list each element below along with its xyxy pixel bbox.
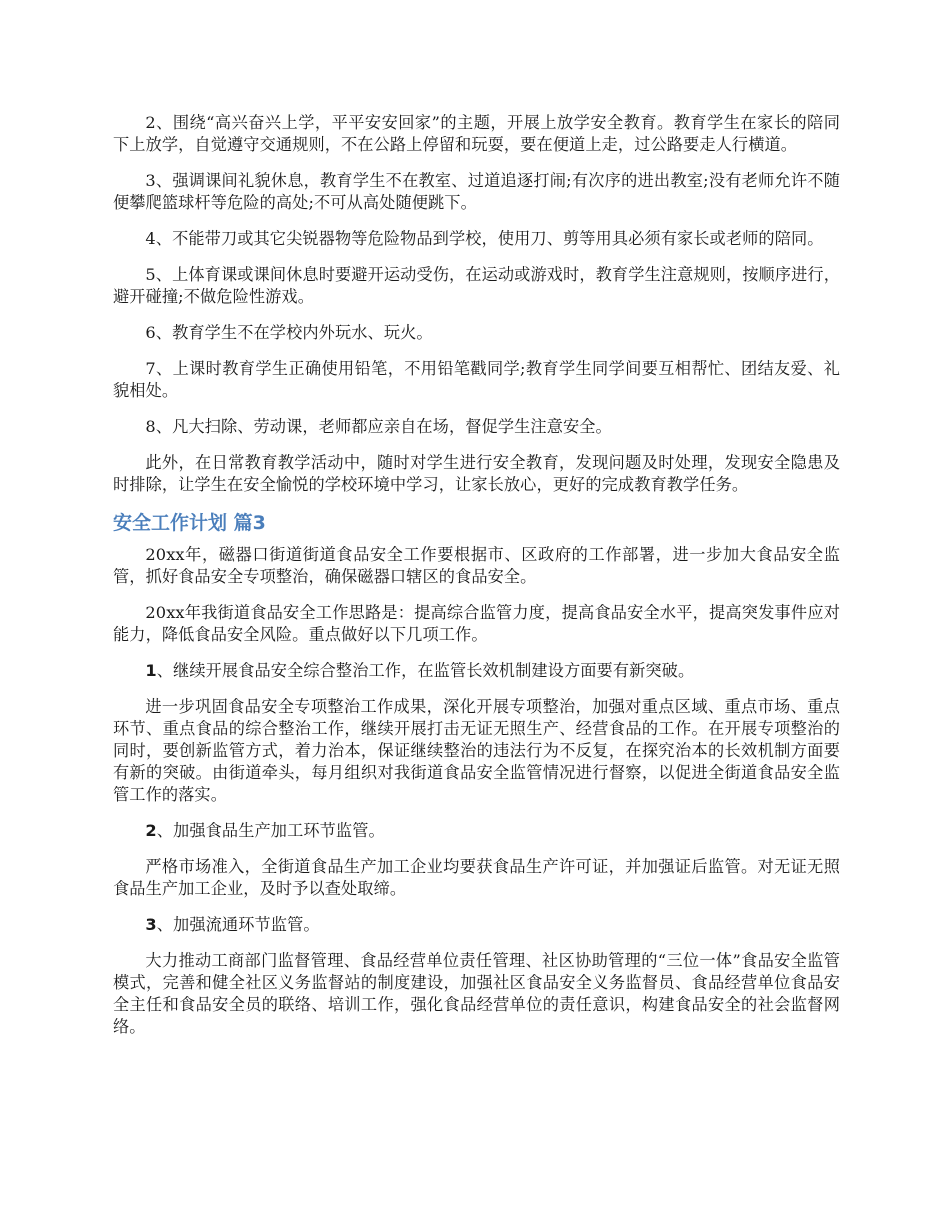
paragraph-approach: 20xx年我街道食品安全工作思路是：提高综合监管力度，提高食品安全水平，提高突发事件应对能力，降低食品安全风险。重点做好以下几项工作。 <box>113 603 840 644</box>
list-item-text: 、继续开展食品安全综合整治工作，在监管长效机制建设方面要有新突破。 <box>156 661 695 680</box>
paragraph-item-8: 8、凡大扫除、劳动课，老师都应亲自在场，督促学生注意安全。 <box>145 417 612 436</box>
list-item-number: 2 <box>145 821 157 840</box>
list-item-1 <box>113 660 840 682</box>
list-item-text: 、加强流通环节监管。 <box>156 915 320 934</box>
paragraph-item-4: 4、不能带刀或其它尖锐器物等危险物品到学校，使用刀、剪等用具必须有家长或老师的陪同。 <box>145 229 824 248</box>
paragraph-item-6: 6、教育学生不在学校内外玩水、玩火。 <box>145 323 433 342</box>
paragraph-item-5: 5、上体育课或课间休息时要避开运动受伤，在运动或游戏时，教育学生注意规则，按顺序进行，避开碰撞;不做危险性游戏。 <box>113 265 840 306</box>
list-item-number: 1 <box>145 661 157 680</box>
paragraph-item-7: 7、上课时教育学生正确使用铅笔，不用铅笔戳同学;教育学生同学间要互相帮忙、团结友爱、礼貌相处。 <box>113 359 840 400</box>
list-item-2 <box>113 820 840 842</box>
paragraph-item-1-detail: 进一步巩固食品安全专项整治工作成果，深化开展专项整治，加强对重点区域、重点市场、重点环节、重点食品的综合整治工作，继续开展打击无证无照生产、经营食品的工作。在开展专项整治的同时，要创新监管方式，着力治本，保证继续整治的违法行为不反复，在探究治本的长效机制方面要有新的突破。由街道牵头，每月组织对我街道食品安全监管情况进行督察，以促进全街道食品安全监管工作的落实。 <box>113 697 840 804</box>
document-page <box>113 112 840 1052</box>
paragraph-item-3: 3、强调课间礼貌休息，教育学生不在教室、过道追逐打闹;有次序的进出教室;没有老师允许不随便攀爬篮球杆等危险的高处;不可从高处随便跳下。 <box>113 171 840 212</box>
list-item-3 <box>113 914 840 936</box>
paragraph-item-3-detail: 大力推动工商部门监督管理、食品经营单位责任管理、社区协助管理的“三位一体”食品安全监管模式，完善和健全社区义务监督站的制度建设，加强社区食品安全义务监督员、食品经营单位食品安全主任和食品安全员的联络、培训工作，强化食品经营单位的责任意识，构建食品安全的社会监督网络。 <box>113 951 840 1036</box>
paragraph-item-2-detail: 严格市场准入，全街道食品生产加工企业均要获食品生产许可证，并加强证后监管。对无证无照食品生产加工企业，及时予以查处取缔。 <box>113 857 840 898</box>
paragraph-conclusion: 此外，在日常教育教学活动中，随时对学生进行安全教育，发现问题及时处理，发现安全隐患及时排除，让学生在安全愉悦的学校环境中学习，让家长放心，更好的完成教育教学任务。 <box>113 453 840 494</box>
list-item-text: 、加强食品生产加工环节监管。 <box>156 821 385 840</box>
list-item-number: 3 <box>145 915 157 934</box>
paragraph-intro: 20xx年，磁器口街道街道食品安全工作要根据市、区政府的工作部署，进一步加大食品安全监管，抓好食品安全专项整治，确保磁器口辖区的食品安全。 <box>113 545 840 586</box>
paragraph-item-2: 2、围绕“高兴奋兴上学，平平安安回家”的主题，开展上放学安全教育。教育学生在家长的陪同下上放学，自觉遵守交通规则，不在公路上停留和玩耍，要在便道上走，过公路要走人行横道。 <box>113 113 840 154</box>
section-heading: 安全工作计划 篇3 <box>113 512 266 534</box>
